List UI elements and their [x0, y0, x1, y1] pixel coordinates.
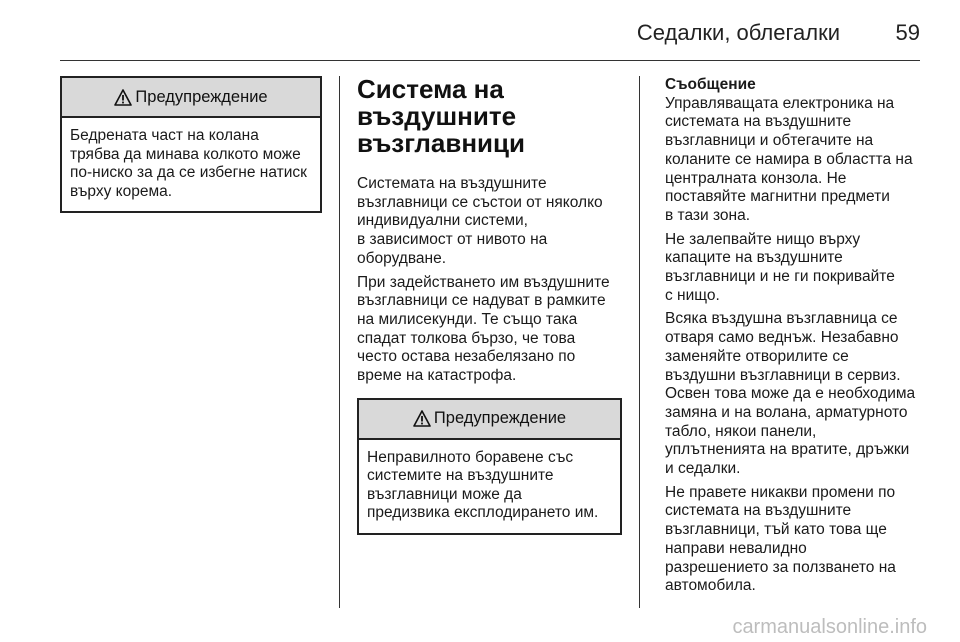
paragraph	[357, 274, 622, 386]
warning-header	[62, 78, 320, 118]
page-header	[0, 0, 960, 62]
warning-title: Предупреждение	[135, 87, 268, 106]
text-line: системите на въздушните	[367, 467, 554, 485]
text-line: спадат толкова бързо, че това	[357, 329, 576, 347]
text-line: на милисекунди. Те също така	[357, 310, 578, 328]
text-line: с нищо.	[665, 286, 720, 304]
text-line: заменяйте отворилите се	[665, 347, 849, 365]
text-line: в тази зона.	[665, 206, 751, 224]
text-line: Бедрената част на колана	[70, 127, 259, 144]
paragraph	[357, 175, 622, 269]
text-line: поставяйте магнитни предмети	[665, 188, 890, 206]
text-line: Освен това може да е необходима	[665, 385, 916, 403]
text-line: трябва да минава колкото може	[70, 145, 301, 163]
text-line: системата на въздушните	[665, 502, 852, 520]
header-rule	[60, 60, 920, 61]
section-title-line: Система на	[357, 74, 504, 104]
section-title-line: възглавници	[357, 128, 526, 158]
text-line: Не залепвайте нищо върху	[665, 230, 861, 248]
paragraph	[665, 95, 923, 226]
text-line: възглавници може да	[367, 485, 522, 503]
text-line: възглавници, тъй като това ще	[665, 521, 887, 539]
text-line: замяна и на волана, арматурното	[665, 403, 908, 421]
text-line: възглавници се надуват в рамките	[357, 292, 606, 310]
warning-triangle-icon	[413, 410, 431, 427]
text-line: и седалки.	[665, 460, 741, 478]
column-right	[665, 76, 923, 601]
warning-box	[357, 398, 622, 535]
text-line: Системата на въздушните	[357, 175, 547, 192]
text-line: разрешението за ползването на	[665, 558, 896, 576]
text-line: върху корема.	[70, 182, 173, 200]
section-title-line: въздушните	[357, 101, 517, 131]
text-line: Не правете никакви промени по	[665, 483, 896, 501]
paragraph	[665, 231, 923, 306]
text-line: табло, някои панели,	[665, 422, 817, 440]
paragraph	[665, 310, 923, 478]
text-line: оборудване.	[357, 249, 447, 267]
text-line: При задействането им въздушните	[357, 273, 610, 291]
text-line: предизвика експлодирането им.	[367, 504, 599, 522]
text-line: отваря само веднъж. Незабавно	[665, 329, 899, 347]
text-line: често остава незабелязано по	[357, 348, 576, 366]
column-divider	[339, 76, 340, 608]
text-line: коланите се намира в областта на	[665, 150, 913, 168]
column-middle	[357, 76, 622, 535]
note-title: Съобщение	[665, 76, 756, 93]
text-line: индивидуални системи,	[357, 212, 528, 230]
text-line: възглавници и обтегачите на	[665, 132, 874, 150]
text-line: по-ниско за да се избегне натиск	[70, 164, 307, 181]
text-line: капаците на въздушните	[665, 249, 843, 267]
warning-header	[359, 400, 620, 440]
text-line: Управляващата електроника на	[665, 94, 895, 112]
warning-text	[62, 118, 320, 211]
text-line: централната конзола. Не	[665, 169, 847, 187]
warning-title: Предупреждение	[433, 409, 567, 428]
column-left	[60, 76, 322, 213]
text-line: въздушни възглавници в сервиз.	[665, 366, 901, 384]
text-line: Неправилното боравене със	[367, 448, 574, 466]
warning-triangle-icon	[114, 89, 132, 106]
text-line: системата на въздушните	[665, 113, 852, 131]
text-line: в зависимост от нивото на	[357, 231, 548, 249]
text-line: възглавници се състои от няколко	[357, 193, 603, 211]
watermark: carmanualsonline.info	[732, 616, 927, 638]
text-line: Всяка въздушна възглавница се	[665, 310, 898, 328]
warning-box	[60, 76, 322, 213]
warning-text	[359, 440, 620, 533]
page-header-title: Седалки, облегалки	[636, 20, 840, 45]
text-line: направи невалидно	[665, 539, 807, 557]
text-line: автомобила.	[665, 577, 756, 595]
text-line: уплътненията на вратите, дръжки	[665, 441, 910, 459]
page-number: 59	[895, 20, 920, 45]
column-divider	[639, 76, 640, 608]
text-line: възглавници и не ги покривайте	[665, 268, 895, 286]
text-line: време на катастрофа.	[357, 367, 517, 385]
paragraph	[665, 484, 923, 596]
section-title	[357, 76, 622, 157]
